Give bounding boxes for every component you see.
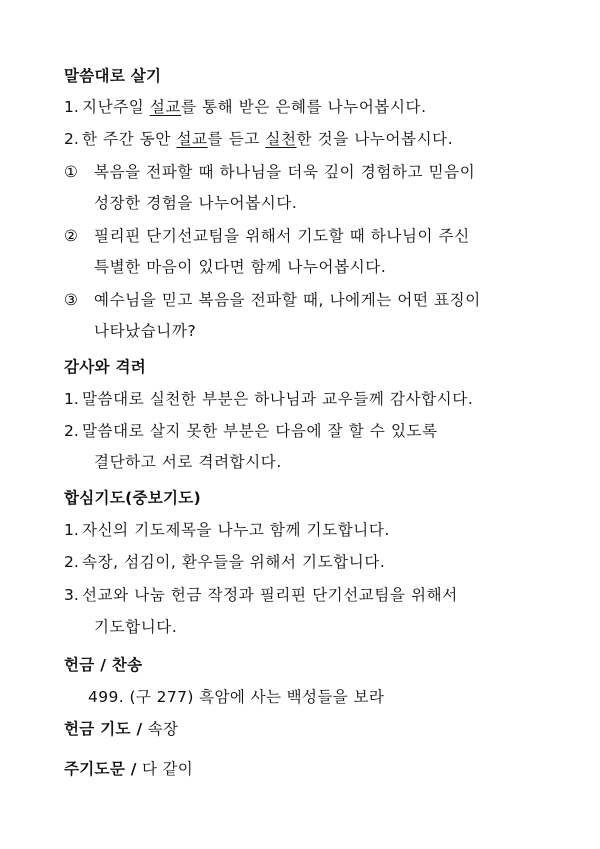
list-item-line: 성장한 경험을 나누어봅시다. (94, 194, 298, 212)
text-segment: 지난주일 (82, 98, 150, 116)
underlined-text: 실천 (265, 130, 297, 148)
list-marker: 2. (64, 553, 79, 571)
list-item-line: 자신의 기도제목을 나누고 함께 기도합니다. (82, 521, 390, 539)
list-item-line: 말씀대로 살지 못한 부분은 다음에 잘 할 수 있도록 (82, 422, 438, 440)
heading-rest: 다 같이 (136, 760, 194, 778)
text-segment: 한 주간 동안 (82, 130, 177, 148)
heading-bold: 주기도문 / (64, 760, 137, 778)
section-title-thanks-encouragement: 감사와 격려 (64, 358, 147, 376)
text-segment: 를 통해 받은 은혜를 나누어봅시다. (180, 98, 427, 116)
list-item-line: 특별한 마음이 있다면 함께 나누어봅시다. (94, 258, 387, 276)
list-item-line: 결단하고 서로 격려합시다. (94, 453, 282, 471)
list-marker: 1. (64, 521, 79, 539)
heading-rest: 속장 (142, 720, 179, 738)
list-marker: 2. (64, 422, 79, 440)
list-marker: 2. (64, 130, 79, 148)
section-title-offering-hymn: 헌금 / 찬송 (64, 656, 143, 674)
list-item-line: 필리핀 단기선교팀을 위해서 기도할 때 하나님이 주신 (94, 227, 470, 245)
circled-number: ③ (64, 291, 78, 309)
text-segment: 한 것을 나누어봅시다. (296, 130, 454, 148)
list-marker: 1. (64, 390, 79, 408)
section-title-living-by-word: 말씀대로 살기 (64, 67, 162, 85)
list-item-line: 속장, 섬김이, 환우들을 위해서 기도합니다. (82, 553, 386, 571)
list-item-line: 복음을 전파할 때 하나님을 더욱 깊이 경험하고 믿음이 (94, 163, 476, 181)
list-marker: 3. (64, 586, 79, 604)
section-title-intercessory-prayer: 합심기도(중보기도) (64, 489, 201, 507)
section-title-lords-prayer (64, 759, 193, 779)
list-item-line: 예수님을 믿고 복음을 전파할 때, 나에게는 어떤 표징이 (94, 291, 481, 309)
list-item-line: 나타났습니까? (94, 322, 197, 340)
list-item-line: 기도합니다. (94, 618, 178, 636)
hymn-line: 499. (구 277) 흑암에 사는 백성들을 보라 (88, 688, 385, 706)
list-item (82, 97, 427, 117)
list-item-line: 선교와 나눔 헌금 작정과 필리핀 단기선교팀을 위해서 (82, 586, 458, 604)
list-marker: 1. (64, 98, 79, 116)
circled-number: ② (64, 227, 78, 245)
list-item-line: 말씀대로 실천한 부분은 하나님과 교우들께 감사합시다. (82, 390, 474, 408)
section-title-offering-prayer (64, 719, 178, 739)
heading-bold: 헌금 기도 / (64, 720, 143, 738)
underlined-text: 설교 (176, 130, 208, 148)
underlined-text: 설교 (149, 98, 181, 116)
text-segment: 를 듣고 (207, 130, 266, 148)
circled-number: ① (64, 163, 78, 181)
list-item (82, 129, 453, 149)
